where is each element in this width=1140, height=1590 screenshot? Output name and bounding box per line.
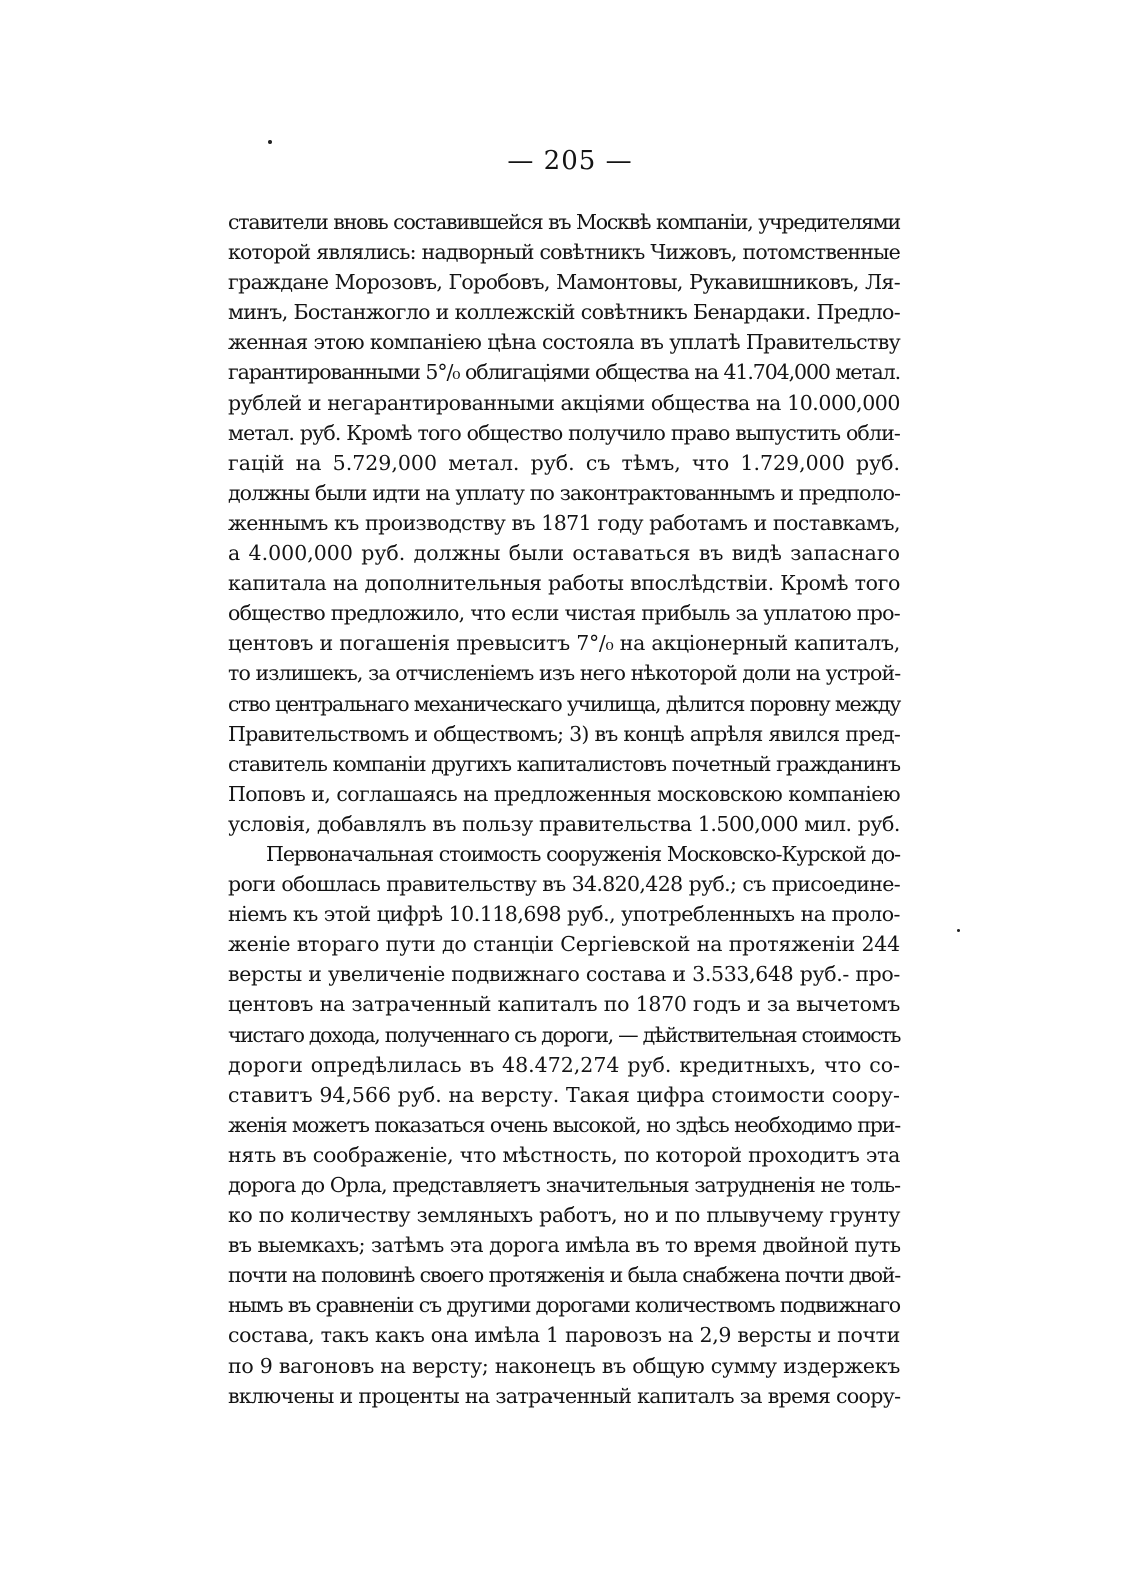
text-line: центовъ на затраченный капиталъ по 1870 годъ и за вычетомъ <box>228 992 900 1017</box>
text-line: капитала на дополнительныя работы впослѣдствіи. Кромѣ того <box>228 571 900 596</box>
text-line: общество предложило, что если чистая прибыль за уплатою про- <box>228 601 900 626</box>
text-line: версты и увеличеніе подвижнаго состава и 3.533,648 руб.- про- <box>228 962 900 987</box>
text-line: гарантированными 5°/₀ облигаціями общества на 41.704,000 метал. <box>228 360 900 385</box>
text-line: то излишекъ, за отчисленіемъ изъ него нѣкоторой доли на устрой- <box>228 661 901 686</box>
text-line: Поповъ и, соглашаясь на предложенныя московскою компаніею <box>228 781 900 806</box>
text-line: граждане Морозовъ, Горобовъ, Мамонтовы, Рукавишниковъ, Ля- <box>228 270 900 295</box>
text-line: гацій на 5.729,000 метал. руб. съ тѣмъ, что 1.729,000 руб. <box>228 450 900 475</box>
ink-speck <box>268 140 272 144</box>
text-line: Первоначальная стоимость сооруженія Московско-Курской до- <box>266 841 900 866</box>
text-line: метал. руб. Кромѣ того общество получило право выпустить обли- <box>228 420 900 445</box>
text-line: минъ, Бостанжогло и коллежскій совѣтникъ Бенардаки. Предло- <box>228 300 900 325</box>
text-line: а 4.000,000 руб. должны были оставаться въ видѣ запаснаго <box>228 541 900 566</box>
text-line: нымъ въ сравненіи съ другими дорогами количествомъ подвижнаго <box>228 1293 900 1318</box>
paragraph-1 <box>228 207 900 839</box>
text-line: женія можетъ показаться очень высокой, но здѣсь необходимо при- <box>228 1112 900 1137</box>
text-line: дороги опредѣлилась въ 48.472,274 руб. кредитныхъ, что со- <box>228 1052 900 1077</box>
text-line: ніемъ къ этой цифрѣ 10.118,698 руб., употребленныхъ на проло- <box>228 902 900 927</box>
text-line: почти на половинѣ своего протяженія и была снабжена почти двой- <box>228 1263 900 1288</box>
text-line: состава, такъ какъ она имѣла 1 паровозъ на 2,9 версты и почти <box>228 1323 900 1348</box>
text-line: условія, добавлялъ въ пользу правительства 1.500,000 мил. руб. <box>228 811 900 836</box>
text-line: женная этою компаніею цѣна состояла въ уплатѣ Правительству <box>228 330 900 355</box>
text-line: нять въ соображеніе, что мѣстность, по которой проходитъ эта <box>228 1142 901 1167</box>
text-line: Правительствомъ и обществомъ; 3) въ концѣ апрѣля явился пред- <box>228 721 900 746</box>
text-line: женіе втораго пути до станціи Сергіевской на протяженіи 244 <box>228 932 900 957</box>
text-line: ко по количеству земляныхъ работъ, но и по плывучему грунту <box>228 1203 900 1228</box>
text-line: роги обошлась правительству въ 34.820,428 руб.; съ присоедине- <box>228 872 900 897</box>
text-line: включены и проценты на затраченный капиталъ за время соору- <box>228 1383 901 1408</box>
text-line: ставитель компаніи другихъ капиталистовъ почетный гражданинъ <box>228 751 900 776</box>
body-text <box>228 207 900 1411</box>
ink-speck <box>957 929 960 932</box>
text-line: дорога до Орла, представляетъ значительныя затрудненія не толь- <box>228 1173 900 1197</box>
paragraph-2 <box>228 839 900 1411</box>
text-line: чистаго дохода, полученнаго съ дороги, — дѣйствительная стоимость <box>228 1022 900 1047</box>
text-line: ство центральнаго механическаго училища, дѣлится поровну между <box>228 691 900 716</box>
text-line: въ выемкахъ; затѣмъ эта дорога имѣла въ то время двойной путь <box>228 1233 901 1258</box>
text-line: должны были идти на уплату по законтрактованнымъ и предполо- <box>228 480 900 505</box>
page-number: — 205 — <box>507 146 633 176</box>
text-line: ставители вновь составившейся въ Москвѣ компаніи, учредителями <box>228 210 900 234</box>
text-line: по 9 вагоновъ на версту; наконецъ въ общую сумму издержекъ <box>228 1353 900 1378</box>
text-line: центовъ и погашенія превыситъ 7°/₀ на акціонерный капиталъ, <box>228 631 900 656</box>
text-line: ставитъ 94,566 руб. на версту. Такая цифра стоимости соору- <box>228 1082 900 1107</box>
text-line: рублей и негарантированными акціями общества на 10.000,000 <box>228 390 900 415</box>
text-line: которой являлись: надворный совѣтникъ Чижовъ, потомственные <box>228 240 900 265</box>
text-line: женнымъ къ производству въ 1871 году работамъ и поставкамъ, <box>228 510 900 535</box>
